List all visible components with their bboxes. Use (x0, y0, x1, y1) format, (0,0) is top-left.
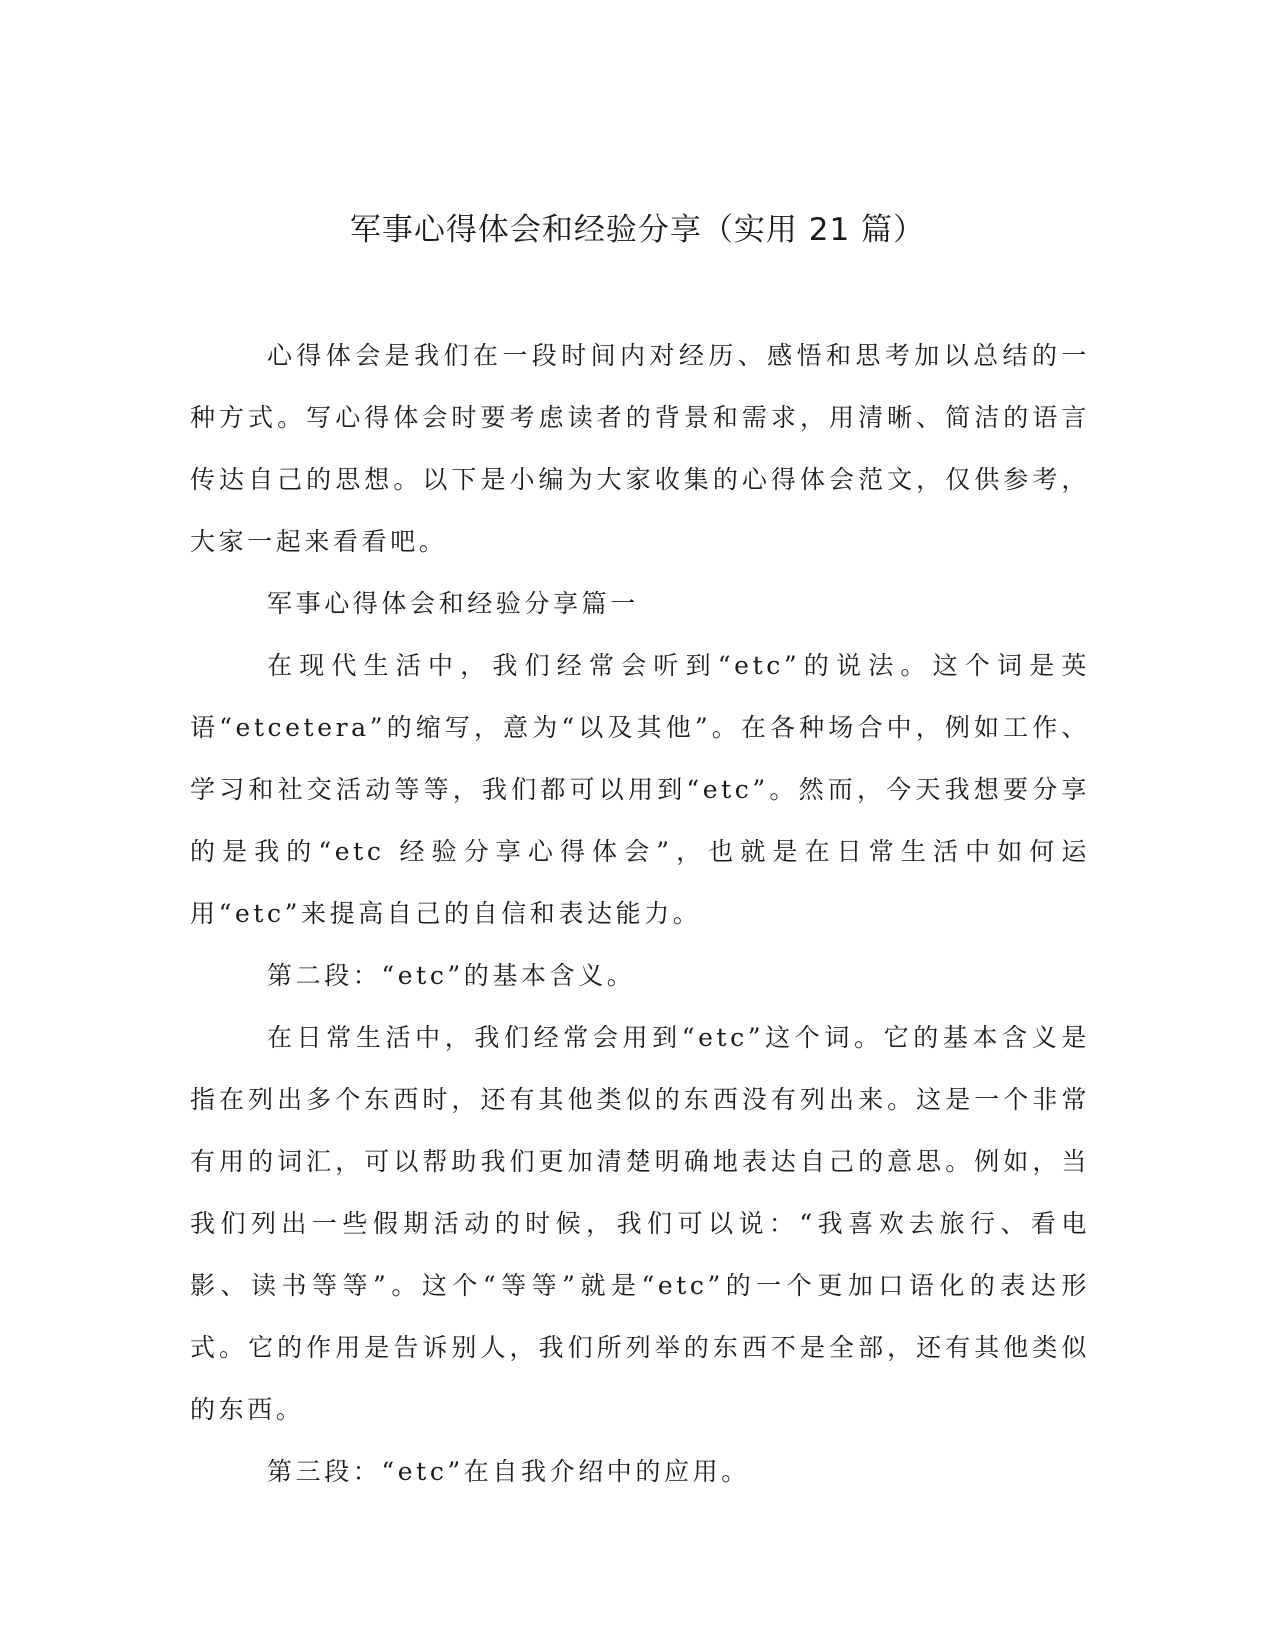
section-heading-1: 军事心得体会和经验分享篇一 (267, 589, 639, 618)
document-body (190, 325, 1090, 1503)
section-heading-3: 第三段：“etc”在自我介绍中的应用。 (267, 1457, 750, 1486)
section-heading-2: 第二段：“etc”的基本含义。 (267, 961, 636, 990)
paragraph-intro: 心得体会是我们在一段时间内对经历、感悟和思考加以总结的一种方式。写心得体会时要考虑读者的背景和需求，用清晰、简洁的语言传达自己的思想。以下是小编为大家收集的心得体会范文，仅供参考，大家一起来看看吧。 (190, 341, 1090, 556)
paragraph-1: 在现代生活中，我们经常会听到“etc”的说法。这个词是英语“etcetera”的缩写，意为“以及其他”。在各种场合中，例如工作、学习和社交活动等等，我们都可以用到“etc”。然而，今天我想要分享的是我的“etc 经验分享心得体会”，也就是在日常生活中如何运用“etc”来提高自己的自信和表达能力。 (190, 651, 1090, 928)
document-title: 军事心得体会和经验分享（实用 21 篇） (349, 212, 926, 248)
paragraph-2: 在日常生活中，我们经常会用到“etc”这个词。它的基本含义是指在列出多个东西时，还有其他类似的东西没有列出来。这是一个非常有用的词汇，可以帮助我们更加清楚明确地表达自己的意思。例如，当我们列出一些假期活动的时候，我们可以说：“我喜欢去旅行、看电影、读书等等”。这个“等等”就是“etc”的一个更加口语化的表达形式。它的作用是告诉别人，我们所列举的东西不是全部，还有其他类似的东西。 (190, 1023, 1090, 1424)
